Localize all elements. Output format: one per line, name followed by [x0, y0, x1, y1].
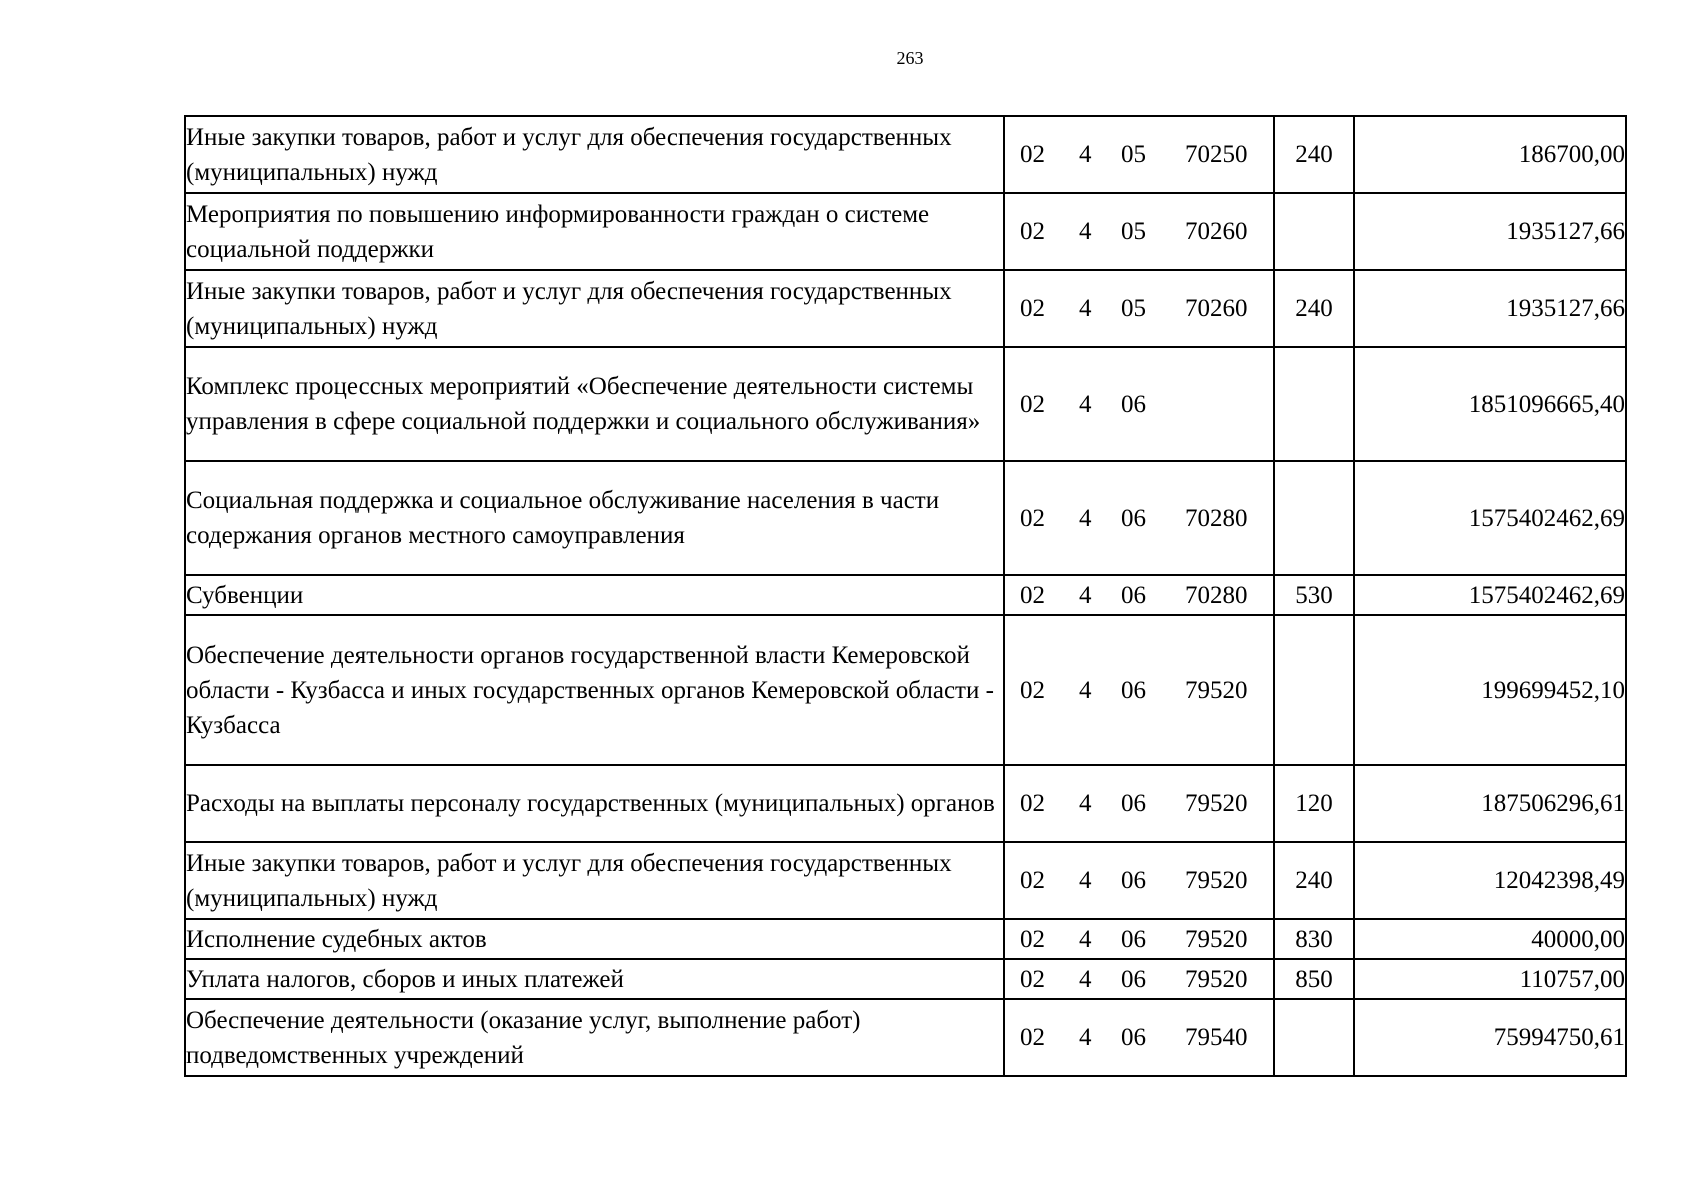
direction-code: 70280 — [1185, 504, 1248, 532]
expense-type: 240 — [1274, 270, 1354, 347]
row-code — [1004, 999, 1274, 1076]
row-amount: 110757,00 — [1354, 959, 1626, 999]
direction-code: 79540 — [1185, 1024, 1248, 1051]
direction-code: 70260 — [1185, 218, 1248, 245]
program-code: 02 — [1020, 965, 1045, 993]
main-event-code: 06 — [1121, 581, 1146, 609]
program-code: 02 — [1020, 218, 1045, 245]
row-amount: 1575402462,69 — [1354, 575, 1626, 615]
row-name: Иные закупки товаров, работ и услуг для обеспечения государственных (муниципальных) нужд — [185, 842, 1004, 919]
row-code — [1004, 347, 1274, 461]
row-name: Иные закупки товаров, работ и услуг для обеспечения государственных (муниципальных) нужд — [185, 116, 1004, 193]
program-code: 02 — [1020, 141, 1045, 168]
direction-code: 70250 — [1185, 141, 1248, 168]
subprogram-code: 4 — [1079, 965, 1092, 993]
table-row — [185, 347, 1626, 461]
main-event-code: 06 — [1121, 1024, 1146, 1051]
row-code — [1004, 842, 1274, 919]
direction-code: 79520 — [1185, 790, 1248, 817]
row-name: Социальная поддержка и социальное обслуживание населения в части содержания органов местного самоуправления — [185, 461, 1004, 575]
expense-type — [1274, 347, 1354, 461]
table-row — [185, 116, 1626, 193]
row-code — [1004, 270, 1274, 347]
row-amount: 75994750,61 — [1354, 999, 1626, 1076]
main-event-code: 06 — [1121, 965, 1146, 993]
row-amount: 1935127,66 — [1354, 270, 1626, 347]
table-row — [185, 959, 1626, 999]
row-amount: 1935127,66 — [1354, 193, 1626, 270]
subprogram-code: 4 — [1079, 867, 1092, 894]
program-code: 02 — [1020, 295, 1045, 322]
main-event-code: 06 — [1121, 925, 1146, 953]
subprogram-code: 4 — [1079, 676, 1092, 704]
table-row — [185, 615, 1626, 765]
table-row — [185, 270, 1626, 347]
expense-type: 850 — [1274, 959, 1354, 999]
main-event-code: 05 — [1121, 218, 1146, 245]
row-name: Иные закупки товаров, работ и услуг для обеспечения государственных (муниципальных) нужд — [185, 270, 1004, 347]
expense-type — [1274, 193, 1354, 270]
expense-type: 120 — [1274, 765, 1354, 842]
table-row — [185, 193, 1626, 270]
subprogram-code: 4 — [1079, 925, 1092, 953]
table-row — [185, 919, 1626, 959]
row-code — [1004, 959, 1274, 999]
row-name: Субвенции — [185, 575, 1004, 615]
main-event-code: 06 — [1121, 867, 1146, 894]
table-row — [185, 842, 1626, 919]
row-code — [1004, 193, 1274, 270]
subprogram-code: 4 — [1079, 295, 1092, 322]
row-amount: 1575402462,69 — [1354, 461, 1626, 575]
expense-type: 830 — [1274, 919, 1354, 959]
main-event-code: 05 — [1121, 141, 1146, 168]
page-number: 263 — [896, 48, 924, 68]
row-name: Исполнение судебных актов — [185, 919, 1004, 959]
expense-type: 530 — [1274, 575, 1354, 615]
row-amount: 40000,00 — [1354, 919, 1626, 959]
direction-code: 79520 — [1185, 676, 1248, 704]
program-code: 02 — [1020, 1024, 1045, 1051]
expense-type — [1274, 461, 1354, 575]
row-name: Мероприятия по повышению информированности граждан о системе социальной поддержки — [185, 193, 1004, 270]
table-row — [185, 765, 1626, 842]
subprogram-code: 4 — [1079, 504, 1092, 532]
row-amount: 12042398,49 — [1354, 842, 1626, 919]
row-name: Уплата налогов, сборов и иных платежей — [185, 959, 1004, 999]
main-event-code: 06 — [1121, 390, 1146, 418]
row-code — [1004, 575, 1274, 615]
direction-code: 79520 — [1185, 867, 1248, 894]
expense-type — [1274, 615, 1354, 765]
program-code: 02 — [1020, 925, 1045, 953]
subprogram-code: 4 — [1079, 218, 1092, 245]
row-name: Комплекс процессных мероприятий «Обеспечение деятельности системы управления в сфере социальной поддержки и социального обслуживания» — [185, 347, 1004, 461]
row-name: Обеспечение деятельности (оказание услуг, выполнение работ) подведомственных учреждений — [185, 999, 1004, 1076]
expense-type: 240 — [1274, 842, 1354, 919]
subprogram-code: 4 — [1079, 790, 1092, 817]
row-amount: 187506296,61 — [1354, 765, 1626, 842]
row-code — [1004, 765, 1274, 842]
subprogram-code: 4 — [1079, 141, 1092, 168]
expense-type — [1274, 999, 1354, 1076]
subprogram-code: 4 — [1079, 1024, 1092, 1051]
program-code: 02 — [1020, 676, 1045, 704]
main-event-code: 06 — [1121, 676, 1146, 704]
row-code — [1004, 116, 1274, 193]
program-code: 02 — [1020, 867, 1045, 894]
direction-code: 70280 — [1185, 581, 1248, 609]
direction-code: 79520 — [1185, 965, 1248, 993]
main-event-code: 05 — [1121, 295, 1146, 322]
row-amount: 1851096665,40 — [1354, 347, 1626, 461]
subprogram-code: 4 — [1079, 581, 1092, 609]
row-code — [1004, 615, 1274, 765]
program-code: 02 — [1020, 504, 1045, 532]
expense-type: 240 — [1274, 116, 1354, 193]
row-name: Обеспечение деятельности органов государственной власти Кемеровской области - Кузбасса и иных государственных органов Кемеровской области - Кузбасса — [185, 615, 1004, 765]
direction-code: 70260 — [1185, 295, 1248, 322]
row-code — [1004, 919, 1274, 959]
program-code: 02 — [1020, 581, 1045, 609]
row-name: Расходы на выплаты персоналу государственных (муниципальных) органов — [185, 765, 1004, 842]
table-row — [185, 575, 1626, 615]
main-event-code: 06 — [1121, 790, 1146, 817]
program-code: 02 — [1020, 790, 1045, 817]
direction-code: 79520 — [1185, 925, 1248, 953]
main-event-code: 06 — [1121, 504, 1146, 532]
table-row — [185, 461, 1626, 575]
subprogram-code: 4 — [1079, 390, 1092, 418]
table-row — [185, 999, 1626, 1076]
row-amount: 199699452,10 — [1354, 615, 1626, 765]
program-code: 02 — [1020, 390, 1045, 418]
budget-table — [184, 115, 1627, 1077]
row-amount: 186700,00 — [1354, 116, 1626, 193]
row-code — [1004, 461, 1274, 575]
